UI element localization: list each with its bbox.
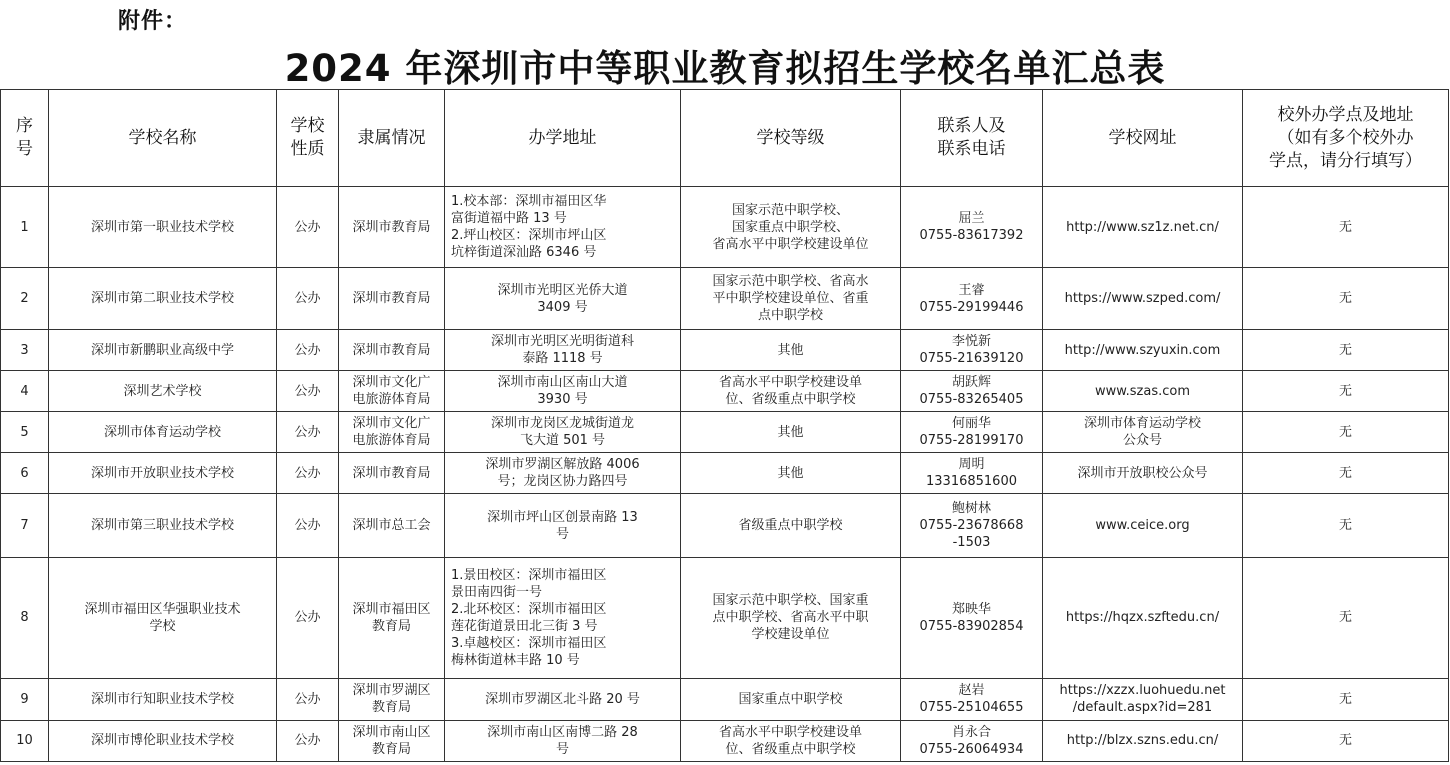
cell-branch: 无 — [1243, 371, 1449, 412]
cell-level: 国家重点中职学校 — [681, 678, 901, 720]
cell-level: 其他 — [681, 412, 901, 453]
cell-branch: 无 — [1243, 330, 1449, 371]
cell-branch: 无 — [1243, 453, 1449, 494]
cell-website[interactable]: http://www.sz1z.net.cn/ — [1043, 187, 1243, 268]
cell-no: 6 — [1, 453, 49, 494]
cell-no: 7 — [1, 494, 49, 557]
cell-contact: 肖永合 0755-26064934 — [901, 720, 1043, 761]
table-row — [1, 187, 1449, 268]
cell-branch: 无 — [1243, 678, 1449, 720]
cell-level: 省高水平中职学校建设单 位、省级重点中职学校 — [681, 720, 901, 761]
header-address: 办学地址 — [445, 90, 681, 187]
cell-branch: 无 — [1243, 187, 1449, 268]
cell-affiliation: 深圳市教育局 — [339, 187, 445, 268]
cell-contact: 王睿 0755-29199446 — [901, 268, 1043, 330]
cell-address: 深圳市坪山区创景南路 13 号 — [445, 494, 681, 557]
header-school-name: 学校名称 — [49, 90, 277, 187]
header-level: 学校等级 — [681, 90, 901, 187]
cell-branch: 无 — [1243, 412, 1449, 453]
cell-school-name: 深圳市第三职业技术学校 — [49, 494, 277, 557]
cell-contact: 何丽华 0755-28199170 — [901, 412, 1043, 453]
cell-school-type: 公办 — [277, 330, 339, 371]
cell-school-name: 深圳市新鹏职业高级中学 — [49, 330, 277, 371]
cell-website[interactable]: http://www.szyuxin.com — [1043, 330, 1243, 371]
cell-website[interactable]: www.szas.com — [1043, 371, 1243, 412]
table-row — [1, 720, 1449, 761]
header-contact: 联系人及 联系电话 — [901, 90, 1043, 187]
cell-contact: 鲍树林 0755-23678668 -1503 — [901, 494, 1043, 557]
cell-address: 深圳市光明区光明街道科 泰路 1118 号 — [445, 330, 681, 371]
cell-school-name: 深圳艺术学校 — [49, 371, 277, 412]
cell-affiliation: 深圳市教育局 — [339, 330, 445, 371]
attachment-label: 附件： — [118, 9, 188, 34]
cell-school-type: 公办 — [277, 678, 339, 720]
cell-school-type: 公办 — [277, 187, 339, 268]
cell-no: 1 — [1, 187, 49, 268]
header-school-type: 学校 性质 — [277, 90, 339, 187]
header-branch: 校外办学点及地址 （如有多个校外办 学点，请分行填写） — [1243, 90, 1449, 187]
cell-affiliation: 深圳市南山区 教育局 — [339, 720, 445, 761]
cell-school-type: 公办 — [277, 371, 339, 412]
cell-level: 省高水平中职学校建设单 位、省级重点中职学校 — [681, 371, 901, 412]
cell-school-name: 深圳市开放职业技术学校 — [49, 453, 277, 494]
cell-no: 2 — [1, 268, 49, 330]
school-list-table — [0, 89, 1449, 762]
cell-address: 深圳市南山区南山大道 3930 号 — [445, 371, 681, 412]
cell-school-name: 深圳市福田区华强职业技术 学校 — [49, 557, 277, 678]
cell-website[interactable]: https://hqzx.szftedu.cn/ — [1043, 557, 1243, 678]
cell-contact: 郑映华 0755-83902854 — [901, 557, 1043, 678]
cell-address: 1.校本部：深圳市福田区华 富街道福中路 13 号 2.坪山校区：深圳市坪山区 坑梓街道深汕路 6346 号 — [445, 187, 681, 268]
cell-no: 9 — [1, 678, 49, 720]
header-affiliation: 隶属情况 — [339, 90, 445, 187]
cell-branch: 无 — [1243, 720, 1449, 761]
cell-branch: 无 — [1243, 268, 1449, 330]
header-website: 学校网址 — [1043, 90, 1243, 187]
cell-affiliation: 深圳市教育局 — [339, 268, 445, 330]
cell-address: 深圳市南山区南博二路 28 号 — [445, 720, 681, 761]
table-row — [1, 557, 1449, 678]
cell-no: 10 — [1, 720, 49, 761]
cell-school-type: 公办 — [277, 720, 339, 761]
header-no: 序 号 — [1, 90, 49, 187]
cell-affiliation: 深圳市教育局 — [339, 453, 445, 494]
cell-affiliation: 深圳市福田区 教育局 — [339, 557, 445, 678]
cell-website[interactable]: https://xzzx.luohuedu.net /default.aspx?id=281 — [1043, 678, 1243, 720]
cell-website[interactable]: www.ceice.org — [1043, 494, 1243, 557]
cell-branch: 无 — [1243, 557, 1449, 678]
cell-contact: 赵岩 0755-25104655 — [901, 678, 1043, 720]
cell-school-type: 公办 — [277, 494, 339, 557]
cell-contact: 李悦新 0755-21639120 — [901, 330, 1043, 371]
table-row — [1, 453, 1449, 494]
cell-no: 5 — [1, 412, 49, 453]
cell-website[interactable]: https://www.szped.com/ — [1043, 268, 1243, 330]
cell-level: 其他 — [681, 453, 901, 494]
cell-affiliation: 深圳市文化广 电旅游体育局 — [339, 371, 445, 412]
cell-school-name: 深圳市体育运动学校 — [49, 412, 277, 453]
cell-level: 省级重点中职学校 — [681, 494, 901, 557]
cell-address: 深圳市罗湖区北斗路 20 号 — [445, 678, 681, 720]
cell-school-type: 公办 — [277, 268, 339, 330]
cell-website: 深圳市体育运动学校 公众号 — [1043, 412, 1243, 453]
cell-website: 深圳市开放职校公众号 — [1043, 453, 1243, 494]
cell-no: 8 — [1, 557, 49, 678]
table-row — [1, 494, 1449, 557]
cell-address: 深圳市罗湖区解放路 4006 号；龙岗区协力路四号 — [445, 453, 681, 494]
table-header-row — [1, 90, 1449, 187]
document-title: 2024 年深圳市中等职业教育拟招生学校名单汇总表 — [284, 47, 1166, 90]
cell-school-type: 公办 — [277, 557, 339, 678]
cell-school-type: 公办 — [277, 453, 339, 494]
cell-address: 1.景田校区：深圳市福田区 景田南四街一号 2.北环校区：深圳市福田区 莲花街道景田北三街 3 号 3.卓越校区：深圳市福田区 梅林街道林丰路 10 号 — [445, 557, 681, 678]
table-row — [1, 371, 1449, 412]
cell-branch: 无 — [1243, 494, 1449, 557]
cell-level: 国家示范中职学校、国家重 点中职学校、省高水平中职 学校建设单位 — [681, 557, 901, 678]
table-row — [1, 330, 1449, 371]
table-row — [1, 412, 1449, 453]
cell-level: 其他 — [681, 330, 901, 371]
table-row — [1, 268, 1449, 330]
cell-school-name: 深圳市博伦职业技术学校 — [49, 720, 277, 761]
cell-no: 4 — [1, 371, 49, 412]
cell-school-name: 深圳市第一职业技术学校 — [49, 187, 277, 268]
cell-affiliation: 深圳市总工会 — [339, 494, 445, 557]
cell-address: 深圳市龙岗区龙城街道龙 飞大道 501 号 — [445, 412, 681, 453]
cell-contact: 胡跃辉 0755-83265405 — [901, 371, 1043, 412]
cell-affiliation: 深圳市罗湖区 教育局 — [339, 678, 445, 720]
cell-address: 深圳市光明区光侨大道 3409 号 — [445, 268, 681, 330]
cell-website[interactable]: http://blzx.szns.edu.cn/ — [1043, 720, 1243, 761]
cell-level: 国家示范中职学校、 国家重点中职学校、 省高水平中职学校建设单位 — [681, 187, 901, 268]
cell-affiliation: 深圳市文化广 电旅游体育局 — [339, 412, 445, 453]
cell-contact: 周明 13316851600 — [901, 453, 1043, 494]
table-row — [1, 678, 1449, 720]
cell-school-name: 深圳市第二职业技术学校 — [49, 268, 277, 330]
cell-school-type: 公办 — [277, 412, 339, 453]
cell-level: 国家示范中职学校、省高水 平中职学校建设单位、省重 点中职学校 — [681, 268, 901, 330]
cell-school-name: 深圳市行知职业技术学校 — [49, 678, 277, 720]
cell-contact: 屈兰 0755-83617392 — [901, 187, 1043, 268]
cell-no: 3 — [1, 330, 49, 371]
